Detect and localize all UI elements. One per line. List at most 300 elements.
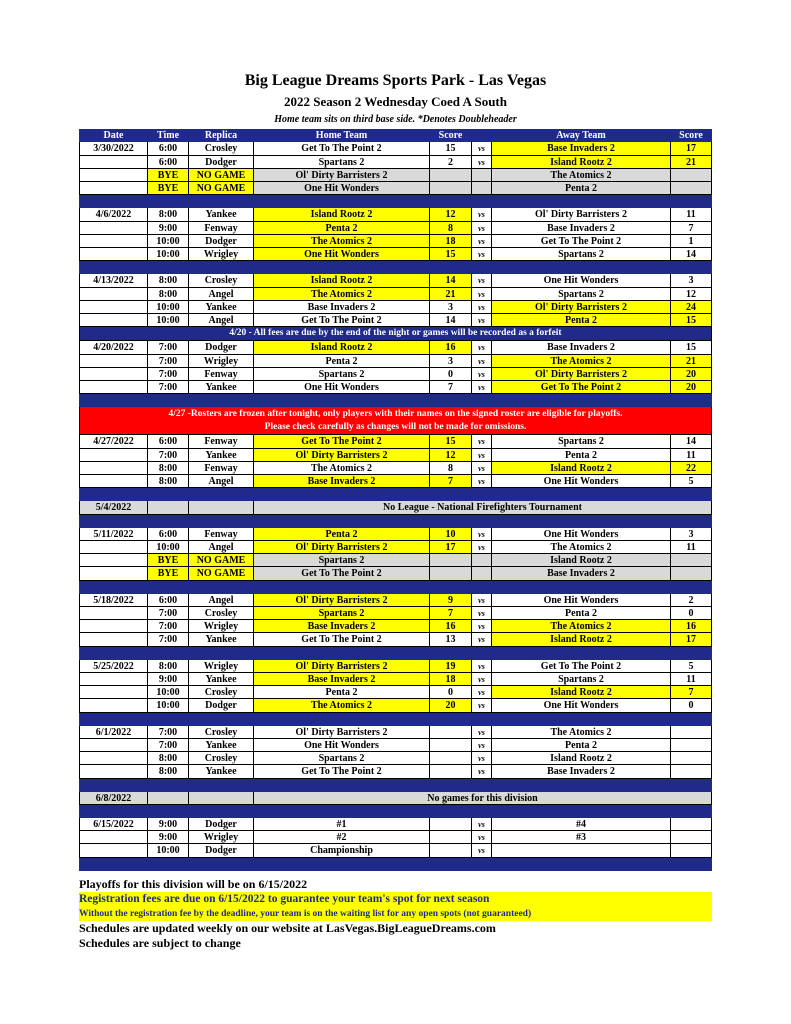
vs-cell: vs	[472, 314, 492, 327]
vs-cell	[472, 554, 492, 567]
separator-cell	[148, 581, 189, 594]
away-team-cell: Spartans 2	[492, 288, 671, 301]
home-team-cell: Island Rootz 2	[254, 208, 430, 221]
vs-cell: vs	[472, 301, 492, 314]
schedule-table	[79, 129, 712, 871]
home-team-cell: Penta 2	[254, 355, 430, 368]
away-score-cell: 21	[671, 355, 712, 368]
replica-cell: Wrigley	[189, 660, 254, 673]
date-cell	[79, 541, 148, 554]
separator-cell	[492, 647, 671, 660]
home-score-cell: 15	[430, 435, 472, 448]
separator-cell	[671, 581, 712, 594]
home-team-cell: Ol' Dirty Barristers 2	[254, 660, 430, 673]
home-score-cell: 16	[430, 620, 472, 633]
time-cell: 7:00	[148, 341, 189, 354]
home-team-cell: #2	[254, 831, 430, 844]
time-cell: 8:00	[148, 208, 189, 221]
date-cell	[79, 288, 148, 301]
date-cell	[79, 620, 148, 633]
time-cell: 10:00	[148, 235, 189, 248]
vs-cell: vs	[472, 235, 492, 248]
column-header-vs	[472, 129, 492, 142]
time-cell: 9:00	[148, 818, 189, 831]
separator-cell	[79, 261, 148, 274]
game-row	[79, 528, 712, 541]
time-cell: 8:00	[148, 660, 189, 673]
home-team-cell: Ol' Dirty Barristers 2	[254, 726, 430, 739]
schedule-note: Home team sits on third base side. *Denotes Doubleheader	[274, 114, 517, 125]
date-cell: 4/20/2022	[79, 341, 148, 354]
away-score-cell: 11	[671, 541, 712, 554]
game-row	[79, 156, 712, 169]
separator-cell	[430, 394, 472, 407]
vs-cell: vs	[472, 475, 492, 488]
replica-cell: Angel	[189, 541, 254, 554]
separator-cell	[492, 713, 671, 726]
time-cell: 6:00	[148, 594, 189, 607]
vs-cell: vs	[472, 462, 492, 475]
game-row	[79, 541, 712, 554]
replica-cell: Dodger	[189, 156, 254, 169]
column-header-home-score: Score	[430, 129, 472, 142]
separator-cell	[189, 195, 254, 208]
home-team-cell: Ol' Dirty Barristers 2	[254, 594, 430, 607]
time-cell: 10:00	[148, 844, 189, 857]
home-team-cell: The Atomics 2	[254, 288, 430, 301]
date-cell: 4/13/2022	[79, 274, 148, 287]
away-score-cell: 0	[671, 607, 712, 620]
date-cell	[79, 248, 148, 261]
separator-cell	[148, 858, 189, 871]
game-row	[79, 368, 712, 381]
game-row	[79, 594, 712, 607]
time-cell: 8:00	[148, 752, 189, 765]
away-score-cell: 21	[671, 156, 712, 169]
replica-cell: Dodger	[189, 699, 254, 712]
home-score-cell	[430, 726, 472, 739]
replica-cell: Dodger	[189, 844, 254, 857]
vs-cell	[472, 182, 492, 195]
game-row	[79, 248, 712, 261]
replica-cell: Dodger	[189, 235, 254, 248]
home-score-cell: 0	[430, 368, 472, 381]
away-score-cell	[671, 567, 712, 580]
date-cell	[79, 752, 148, 765]
replica-cell: Angel	[189, 475, 254, 488]
home-team-cell: One Hit Wonders	[254, 381, 430, 394]
replica-cell: Wrigley	[189, 620, 254, 633]
bye-row	[79, 567, 712, 580]
week-separator	[79, 515, 712, 528]
home-team-cell: Get To The Point 2	[254, 765, 430, 778]
replica-cell: Fenway	[189, 368, 254, 381]
separator-cell	[472, 647, 492, 660]
no-games-row	[79, 792, 712, 805]
game-row	[79, 752, 712, 765]
separator-cell	[430, 515, 472, 528]
vs-cell: vs	[472, 341, 492, 354]
away-score-cell: 5	[671, 475, 712, 488]
separator-cell	[254, 394, 430, 407]
waiting-note: Without the registration fee by the deadline, your team is on the waiting list for any open spots (not guaranteed)	[79, 907, 712, 921]
vs-cell: vs	[472, 633, 492, 646]
away-score-cell	[671, 726, 712, 739]
week-separator	[79, 858, 712, 871]
time-cell: BYE	[148, 554, 189, 567]
replica-cell: Wrigley	[189, 355, 254, 368]
separator-cell	[430, 779, 472, 792]
away-score-cell: 12	[671, 288, 712, 301]
time-cell: 10:00	[148, 301, 189, 314]
home-score-cell	[430, 831, 472, 844]
replica-cell: Yankee	[189, 208, 254, 221]
replica-cell: Yankee	[189, 765, 254, 778]
time-cell: 6:00	[148, 142, 189, 155]
home-team-cell: Championship	[254, 844, 430, 857]
time-cell: BYE	[148, 567, 189, 580]
separator-cell	[148, 488, 189, 501]
separator-cell	[492, 581, 671, 594]
replica-cell: Dodger	[189, 341, 254, 354]
away-score-cell: 7	[671, 222, 712, 235]
separator-cell	[671, 515, 712, 528]
column-header-date: Date	[79, 129, 148, 142]
separator-cell	[472, 515, 492, 528]
week-separator	[79, 647, 712, 660]
home-score-cell: 3	[430, 355, 472, 368]
home-score-cell	[430, 182, 472, 195]
away-score-cell: 5	[671, 660, 712, 673]
date-cell: 6/15/2022	[79, 818, 148, 831]
away-team-cell: Spartans 2	[492, 673, 671, 686]
away-score-cell: 20	[671, 368, 712, 381]
separator-cell	[189, 779, 254, 792]
home-team-cell: #1	[254, 818, 430, 831]
roster-notice-line-2: Please check carefully as changes will not be made for omissions.	[264, 422, 527, 433]
away-score-cell	[671, 554, 712, 567]
separator-cell	[189, 713, 254, 726]
no-games-message: No games for this division	[254, 792, 712, 805]
home-score-cell: 7	[430, 607, 472, 620]
game-row	[79, 449, 712, 462]
separator-cell	[189, 261, 254, 274]
away-score-cell	[671, 169, 712, 182]
no-games-row	[79, 501, 712, 514]
vs-cell: vs	[472, 726, 492, 739]
time-cell: 7:00	[148, 633, 189, 646]
game-row	[79, 686, 712, 699]
home-score-cell	[430, 818, 472, 831]
time-cell: 9:00	[148, 831, 189, 844]
game-row	[79, 142, 712, 155]
home-score-cell: 18	[430, 235, 472, 248]
home-team-cell: The Atomics 2	[254, 699, 430, 712]
home-team-cell: Base Invaders 2	[254, 620, 430, 633]
column-header-time: Time	[148, 129, 189, 142]
website-note: Schedules are updated weekly on our website at LasVegas.BigLeagueDreams.com	[79, 921, 496, 935]
replica-cell: Crosley	[189, 142, 254, 155]
time-cell: 7:00	[148, 607, 189, 620]
vs-cell: vs	[472, 274, 492, 287]
time-cell: 10:00	[148, 686, 189, 699]
away-team-cell: Penta 2	[492, 449, 671, 462]
separator-cell	[430, 488, 472, 501]
replica-cell: Fenway	[189, 462, 254, 475]
separator-cell	[492, 858, 671, 871]
time-cell: 7:00	[148, 620, 189, 633]
home-team-cell: Spartans 2	[254, 156, 430, 169]
home-team-cell: Penta 2	[254, 222, 430, 235]
date-cell	[79, 699, 148, 712]
replica-cell: NO GAME	[189, 182, 254, 195]
away-score-cell	[671, 844, 712, 857]
away-score-cell: 14	[671, 248, 712, 261]
away-team-cell: Spartans 2	[492, 435, 671, 448]
away-score-cell	[671, 739, 712, 752]
replica-cell: NO GAME	[189, 169, 254, 182]
separator-cell	[472, 858, 492, 871]
home-score-cell: 15	[430, 248, 472, 261]
separator-cell	[148, 713, 189, 726]
separator-cell	[671, 779, 712, 792]
home-team-cell: Ol' Dirty Barristers 2	[254, 449, 430, 462]
date-cell: 4/6/2022	[79, 208, 148, 221]
vs-cell: vs	[472, 752, 492, 765]
separator-cell	[492, 261, 671, 274]
vs-cell: vs	[472, 368, 492, 381]
away-score-cell: 22	[671, 462, 712, 475]
separator-cell	[430, 195, 472, 208]
home-score-cell: 7	[430, 381, 472, 394]
separator-cell	[472, 713, 492, 726]
home-team-cell: Spartans 2	[254, 752, 430, 765]
bye-row	[79, 182, 712, 195]
separator-cell	[472, 488, 492, 501]
separator-cell	[148, 647, 189, 660]
away-team-cell: Ol' Dirty Barristers 2	[492, 368, 671, 381]
home-score-cell	[430, 752, 472, 765]
away-score-cell	[671, 752, 712, 765]
separator-cell	[79, 488, 148, 501]
away-team-cell: Island Rootz 2	[492, 554, 671, 567]
home-score-cell: 8	[430, 222, 472, 235]
time-cell: 7:00	[148, 381, 189, 394]
date-cell	[79, 222, 148, 235]
game-row	[79, 818, 712, 831]
away-team-cell: Penta 2	[492, 314, 671, 327]
vs-cell: vs	[472, 620, 492, 633]
replica-cell: Angel	[189, 314, 254, 327]
home-score-cell: 9	[430, 594, 472, 607]
column-header-home-team: Home Team	[254, 129, 430, 142]
replica-cell: Yankee	[189, 449, 254, 462]
date-cell: 3/30/2022	[79, 142, 148, 155]
date-cell: 5/18/2022	[79, 594, 148, 607]
separator-cell	[430, 647, 472, 660]
game-row	[79, 831, 712, 844]
home-score-cell	[430, 739, 472, 752]
separator-cell	[492, 805, 671, 818]
separator-cell	[254, 488, 430, 501]
date-cell	[79, 368, 148, 381]
replica-cell: Fenway	[189, 528, 254, 541]
game-row	[79, 208, 712, 221]
vs-cell: vs	[472, 686, 492, 699]
separator-cell	[671, 647, 712, 660]
away-score-cell: 17	[671, 142, 712, 155]
time-cell: 8:00	[148, 462, 189, 475]
vs-cell	[472, 567, 492, 580]
away-team-cell: One Hit Wonders	[492, 475, 671, 488]
replica-cell: NO GAME	[189, 567, 254, 580]
home-team-cell: Base Invaders 2	[254, 673, 430, 686]
date-cell: 6/8/2022	[79, 792, 148, 805]
away-team-cell: Island Rootz 2	[492, 156, 671, 169]
separator-cell	[671, 713, 712, 726]
column-header-replica: Replica	[189, 129, 254, 142]
date-cell: 5/4/2022	[79, 501, 148, 514]
separator-cell	[79, 779, 148, 792]
separator-cell	[472, 581, 492, 594]
home-score-cell	[430, 844, 472, 857]
away-team-cell: Get To The Point 2	[492, 235, 671, 248]
vs-cell: vs	[472, 699, 492, 712]
separator-cell	[148, 195, 189, 208]
home-team-cell: One Hit Wonders	[254, 182, 430, 195]
separator-cell	[430, 261, 472, 274]
separator-cell	[254, 581, 430, 594]
away-team-cell: The Atomics 2	[492, 541, 671, 554]
replica-cell: Yankee	[189, 673, 254, 686]
away-score-cell	[671, 765, 712, 778]
away-team-cell: #3	[492, 831, 671, 844]
away-team-cell: Base Invaders 2	[492, 222, 671, 235]
away-team-cell: #4	[492, 818, 671, 831]
game-row	[79, 355, 712, 368]
column-header-away-team: Away Team	[492, 129, 671, 142]
home-score-cell: 14	[430, 314, 472, 327]
home-team-cell: Get To The Point 2	[254, 567, 430, 580]
away-team-cell: One Hit Wonders	[492, 594, 671, 607]
separator-cell	[492, 779, 671, 792]
separator-cell	[254, 858, 430, 871]
game-row	[79, 314, 712, 327]
away-team-cell: Penta 2	[492, 182, 671, 195]
date-cell: 5/11/2022	[79, 528, 148, 541]
away-team-cell: Get To The Point 2	[492, 660, 671, 673]
footer	[79, 876, 712, 951]
home-score-cell: 15	[430, 142, 472, 155]
home-team-cell: Penta 2	[254, 528, 430, 541]
home-team-cell: Get To The Point 2	[254, 142, 430, 155]
time-cell	[148, 501, 189, 514]
separator-cell	[472, 195, 492, 208]
vs-cell: vs	[472, 818, 492, 831]
date-cell	[79, 567, 148, 580]
date-cell	[79, 607, 148, 620]
separator-cell	[148, 394, 189, 407]
game-row	[79, 660, 712, 673]
replica-cell: Yankee	[189, 739, 254, 752]
separator-cell	[79, 581, 148, 594]
date-cell	[79, 156, 148, 169]
separator-cell	[254, 779, 430, 792]
away-team-cell: Island Rootz 2	[492, 462, 671, 475]
separator-cell	[430, 581, 472, 594]
vs-cell: vs	[472, 381, 492, 394]
time-cell: 10:00	[148, 699, 189, 712]
separator-cell	[189, 805, 254, 818]
column-header-away-score: Score	[671, 129, 712, 142]
separator-cell	[79, 805, 148, 818]
home-score-cell: 12	[430, 449, 472, 462]
roster-notice-banner	[79, 407, 712, 435]
vs-cell: vs	[472, 831, 492, 844]
time-cell: 10:00	[148, 248, 189, 261]
replica-cell: Fenway	[189, 222, 254, 235]
separator-cell	[254, 261, 430, 274]
home-score-cell: 2	[430, 156, 472, 169]
separator-cell	[254, 515, 430, 528]
date-cell: 6/1/2022	[79, 726, 148, 739]
no-games-message: No League - National Firefighters Tournament	[254, 501, 712, 514]
week-separator	[79, 805, 712, 818]
away-team-cell: Base Invaders 2	[492, 567, 671, 580]
date-cell	[79, 686, 148, 699]
away-score-cell: 2	[671, 594, 712, 607]
separator-cell	[492, 394, 671, 407]
separator-cell	[254, 805, 430, 818]
vs-cell: vs	[472, 765, 492, 778]
away-score-cell: 11	[671, 673, 712, 686]
separator-cell	[189, 394, 254, 407]
replica-cell: Yankee	[189, 381, 254, 394]
away-team-cell: Ol' Dirty Barristers 2	[492, 208, 671, 221]
home-score-cell: 18	[430, 673, 472, 686]
date-cell	[79, 739, 148, 752]
separator-cell	[148, 261, 189, 274]
replica-cell: Crosley	[189, 726, 254, 739]
game-row	[79, 274, 712, 287]
home-score-cell	[430, 169, 472, 182]
away-score-cell: 3	[671, 528, 712, 541]
separator-cell	[671, 195, 712, 208]
home-score-cell: 16	[430, 341, 472, 354]
away-team-cell: Ol' Dirty Barristers 2	[492, 301, 671, 314]
game-row	[79, 475, 712, 488]
away-team-cell: The Atomics 2	[492, 169, 671, 182]
game-row	[79, 435, 712, 448]
away-score-cell: 7	[671, 686, 712, 699]
page-subtitle: 2022 Season 2 Wednesday Coed A South	[284, 94, 507, 109]
date-cell: 5/25/2022	[79, 660, 148, 673]
time-cell: 8:00	[148, 475, 189, 488]
home-score-cell: 10	[430, 528, 472, 541]
away-team-cell: Base Invaders 2	[492, 142, 671, 155]
game-row	[79, 301, 712, 314]
home-team-cell: Base Invaders 2	[254, 301, 430, 314]
separator-cell	[671, 488, 712, 501]
game-row	[79, 844, 712, 857]
separator-cell	[254, 195, 430, 208]
replica-cell: Fenway	[189, 435, 254, 448]
page-title: Big League Dreams Sports Park - Las Vegas	[244, 72, 547, 89]
date-cell	[79, 831, 148, 844]
away-score-cell: 0	[671, 699, 712, 712]
game-row	[79, 288, 712, 301]
home-score-cell: 20	[430, 699, 472, 712]
